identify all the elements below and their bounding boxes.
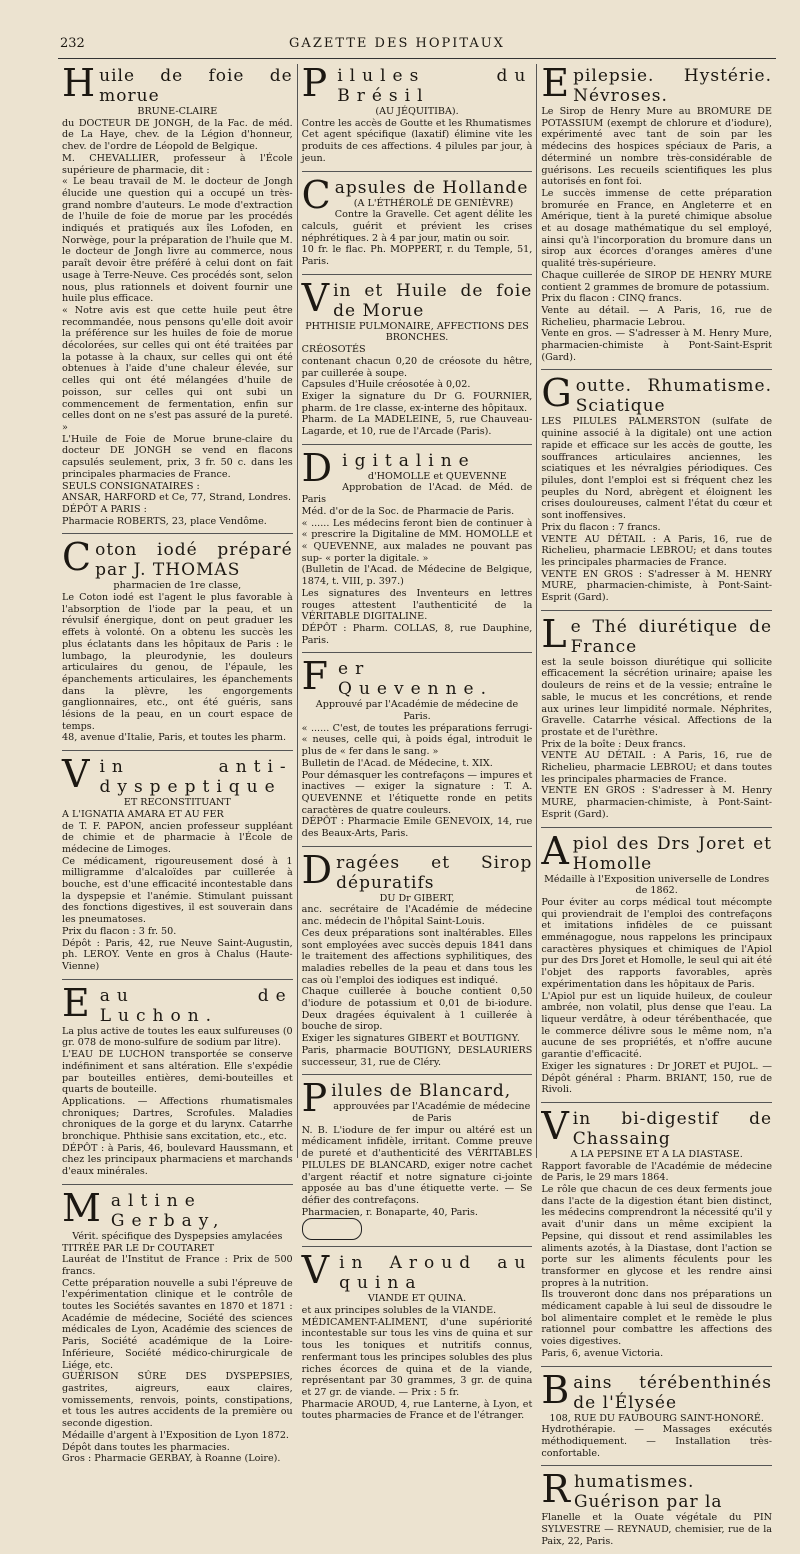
column-2 — [297, 61, 537, 1422]
ad-text: Contre la Gravelle. Cet agent délite les calculs, guérit et prévient les crises néphrétiques. 2 à 4 par jour, matin ou soir. — [301, 209, 533, 244]
ad-text: est la seule boisson diurétique qui sollicite efficacement la sécrétion urinaire; apaise les douleurs de reins et de la vessie; entraîne le sable, le mucus et les concrétions, et rende aux urines leur limpidité normale. Néphrites, Gravelle. Catarrhe vésical. Affections de la prostate et de l'urèthre. — [541, 656, 773, 738]
drop-initial: V — [301, 1248, 337, 1293]
ad-title — [301, 1248, 533, 1294]
ad-title — [541, 611, 773, 657]
ad-text: Approuvé par l'Académie de médecine de Paris. — [315, 699, 519, 723]
ad-text: Pharmacie ROBERTS, 23, place Vendôme. — [62, 515, 267, 527]
ad-text: Vente au détail. — A Paris, 16, rue de Richelieu, pharmacie Lebrou. — [541, 304, 773, 328]
ad-text: Le succès immense de cette préparation bromurée en France, en Angleterre et en Amérique, tient à la pureté chimique absolue et au dosage mathématique du sel employé, ainsi qu'à l'incorporation du bromure dans un sirop aux écorces d'oranges amères d'une qualité très-supérieure. — [541, 187, 773, 270]
ad-text: MÉDICAMENT-ALIMENT, d'une supériorité incontestable sur tous les vins de quina et sur tous les toniques et nutritifs connus, renfermant tous les principes solubles des plus riches écorces de quina et de la viande, représentant par 30 grammes, 3 gr. de quina et 27 gr. de viande. — Prix : 5 fr. — [301, 1316, 533, 1398]
ad-title-text: er Quevenne. — [338, 659, 494, 700]
ad-title — [301, 654, 533, 700]
ad-title-text: piol des Drs Joret et Homolle — [572, 833, 773, 874]
ad-text: TITRÉE PAR LE Dr COUTARET — [62, 1242, 215, 1254]
ad-text: Paris, 6, avenue Victoria. — [541, 1347, 664, 1359]
drop-initial: B — [541, 1367, 571, 1412]
ad-title — [301, 275, 533, 321]
ad-text: DÉPÔT : Pharm. COLLAS, 8, rue Dauphine, Paris. — [301, 622, 533, 646]
advertisement — [301, 847, 533, 1076]
ad-text: Médaille à l'Exposition universelle de Londres de 1862. — [544, 873, 770, 897]
ad-text: et aux principes solubles de la VIANDE. — [301, 1305, 497, 1317]
advertisement — [301, 1248, 533, 1428]
ad-text: Méd. d'or de la Soc. de Pharmacie de Paris. — [301, 505, 515, 517]
column-3 — [536, 61, 776, 1547]
ad-text: contenant chacun 0,20 de créosote du hêtre, par cuillerée à soupe. — [301, 355, 533, 379]
ad-text: LES PILULES PALMERSTON (sulfate de quinine associé à la digitale) ont une action rapide et efficace sur les accès de goutte, les souffrances articulaires anciennes, les sciatiques et les névralgies périodiques. Ces pilules, dont l'emploi est si fréquent chez les peuples du Nord, abrègent et éloignent les crises douloureuses, calment l'état du cœur et sont inoffensives. — [541, 416, 773, 522]
drop-initial: L — [541, 611, 568, 656]
ad-text: ET RECONSTITUANT — [123, 797, 231, 809]
ad-text: VENTE EN GROS : S'adresser à M. HENRY MURE, pharmacien-chimiste, à Pont-Saint-Esprit (Gard). — [541, 568, 773, 604]
ad-text: L'EAU DE LUCHON transportée se conserve indéfiniment et sans altération. Elle s'expédie par bouteilles entières, demi-bouteilles et quarts de bouteille. — [62, 1049, 293, 1096]
advertisement — [541, 61, 773, 370]
ad-text: Exiger les signatures : Dr JORET et PUJOL. — Dépôt général : Pharm. BRIANT, 150, rue de Rivoli. — [541, 1060, 773, 1096]
ad-title-text: ains térébenthinés de l'Élysée — [573, 1372, 773, 1413]
drop-initial: G — [541, 371, 573, 416]
ad-title-text: in Aroud au quina — [339, 1253, 533, 1294]
ad-text: Pharmacie AROUD, 4, rue Lanterne, à Lyon, et toutes pharmacies de France et de l'étranger. — [301, 1398, 533, 1422]
ad-text: « Notre avis est que cette huile peut être recommandée, nous pensons qu'elle doit avoir la préférence sur les huiles de foie de morue décolorées, sur celles qui ont été traitées par la potasse à la chaux, sur celles qui ont été obtenues à l'aide d'une chaleur élevée, sur celles qui ont été mélangées d'huile de poisson, sur celles qui ont subi un commencement de fermentation, enfin sur celles dont on ne s'est pas assuré de la pureté. » — [62, 304, 293, 433]
drop-initial: H — [62, 61, 97, 105]
ad-text: Ils trouveront donc dans nos préparations un médicament capable à lui seul de dissoudre le bol alimentaire complet et le remède le plus rationnel pour combattre les affections des voies digestives. — [541, 1289, 773, 1348]
ad-title-text: ilules de Blancard, — [331, 1081, 512, 1102]
drop-initial: P — [301, 1076, 329, 1121]
ad-text: La plus active de toutes les eaux sulfureuses (0 gr. 078 de mono-sulfure de sodium par litre). — [62, 1025, 293, 1049]
ad-title-text: au de Luchon. — [99, 985, 293, 1026]
ad-text: VENTE AU DÉTAIL : A Paris, 16, rue de Richelieu, pharmacie LEBROU; et dans toutes les principales pharmacies de France. — [541, 533, 773, 568]
ad-text: DÉPÔT : Pharmacie Emile GENEVOIX, 14, rue des Beaux-Arts, Paris. — [301, 816, 533, 840]
ad-text: CRÉOSOTÉS — [301, 344, 366, 356]
ad-text: A LA PEPSINE ET A LA DIASTASE. — [570, 1148, 743, 1160]
header-rule — [58, 58, 776, 59]
ad-text: approuvées par l'Académie de médecine de Paris — [333, 1101, 531, 1124]
ad-text: Approbation de l'Acad. de Méd. de Paris — [301, 482, 533, 506]
ad-text: « ...... C'est, de toutes les préparations ferrugi- « neuses, celle qui, à poids égal, introduit le plus de « fer dans le sang. » — [301, 722, 533, 758]
ad-text: DÉPÔT A PARIS : — [62, 503, 147, 515]
ad-text: ANSAR, HARFORD et Ce, 77, Strand, Londres. — [62, 492, 292, 504]
ad-title — [62, 1185, 293, 1231]
drop-initial: E — [541, 61, 571, 105]
ad-text: Le Coton iodé est l'agent le plus favorable à l'absorption de l'iode par la peau, et un révulsif énergique, dont on peut graduer les effets à volonté. On a obtenu les succès les plus éclatants dans les hôpitaux de Paris : le lumbago, la pleurodynie, les douleurs articulaires du genou, de l'épaule, les épanchements articulaires, les épanchements dans la plèvre, les engorgements ganglionnaires, etc., ont été guéris, sans lésions de la peau, en un court espace de temps. — [62, 592, 293, 732]
ad-title-text: apsules de Hollande — [334, 177, 529, 198]
ad-text: Chaque cuillerée de SIROP DE HENRY MURE contient 2 grammes de bromure de potassium. — [541, 269, 773, 293]
drop-initial: A — [541, 828, 570, 873]
ad-text: pharmacien de 1re classe, — [113, 580, 242, 592]
drop-initial: C — [62, 535, 93, 580]
ad-text: Vérit. spécifique des Dyspepsies amylacées — [72, 1230, 283, 1242]
ad-text: 10 fr. le flac. Ph. MOPPERT, r. du Temple, 51, Paris. — [301, 244, 533, 268]
ad-text: du DOCTEUR DE JONGH, de la Fac. de méd. de La Haye, chev. de la Légion d'honneur, chev. de l'ordre de Léopold de Belgique. — [62, 117, 293, 153]
ad-text: GUÉRISON SÛRE DES DYSPEPSIES, gastrites, aigreurs, eaux claires, vomissements, renvois, points, constipations, et tous les autres accidents de la première ou seconde digestion. — [62, 1371, 293, 1430]
ad-title — [541, 371, 773, 417]
ad-text: Le rôle que chacun de ces deux ferments joue dans l'acte de la digestion étant bien distinct, les médecins comprendront la nécessité qu'il y avait d'unir dans un même excipient la Pepsine, qui dissout et rend assimilables les aliments azotés, à la Diastase, dont l'action se porte sur les aliments féculents pour les transformer en glycose et les rendre ainsi propres à la nutrition. — [541, 1184, 773, 1289]
ad-title-text: altine Gerbay, — [110, 1190, 226, 1231]
ad-title-text: humatismes. Guérison par la — [573, 1472, 723, 1513]
ad-text: 48, avenue d'Italie, Paris, et toutes les pharm. — [62, 732, 287, 744]
page-number: 232 — [60, 36, 85, 51]
ad-text: (AU JÉQUITIBA). — [375, 106, 459, 117]
ad-title-text: uile de foie de morue — [99, 66, 293, 106]
ad-text: Pour démasquer les contrefaçons — impures et inactives — exiger la signature : T. A. QUEVENNE et l'étiquette ronde en petits caractères de quatre couleurs. — [301, 769, 533, 816]
ad-text: Dépôt : Paris, 42, rue Neuve Saint-Augustin, ph. LEROY. Vente en gros à Chalus (Haute-Vienne) — [62, 937, 293, 972]
ad-text: Ces deux préparations sont inaltérables. Elles sont employées avec succès depuis 1841 dans le traitement des affections syphilitiques, des maladies rebelles de la peau et dans tous les cas où l'emploi des iodiques est indiqué. — [301, 927, 533, 986]
advertisement — [301, 445, 533, 654]
ad-title — [62, 61, 293, 106]
ad-text: M. CHEVALLIER, professeur à l'École supérieure de pharmacie, dit : — [62, 152, 293, 176]
ad-text: VENTE EN GROS : S'adresser à M. Henry MURE, pharmacien-chimiste, à Pont-Saint-Esprit (Gard). — [541, 785, 773, 820]
ad-text: (A L'ÉTHÉROLÉ DE GENIÈVRE) — [353, 197, 514, 209]
ad-text: PHTHISIE PULMONAIRE, AFFECTIONS DES BRONCHES. — [305, 320, 529, 344]
ad-text: anc. secrétaire de l'Académie de médecine anc. médecin de l'hôpital Saint-Louis. — [301, 904, 533, 928]
ad-text: VENTE AU DÉTAIL : A Paris, 16, rue de Richelieu, pharmacie LEBROU; et dans toutes les principales pharmacies de France. — [541, 750, 773, 785]
advertisement — [301, 654, 533, 846]
ad-title-text: in anti-dyspeptique — [99, 757, 293, 798]
ad-title — [62, 980, 293, 1026]
ad-title-text: ragées et Sirop dépuratifs — [336, 852, 533, 893]
drop-initial: E — [62, 980, 97, 1025]
page-header — [18, 34, 776, 54]
ad-text: Pharmacien, r. Bonaparte, 40, Paris. — [301, 1206, 478, 1218]
ad-text: Ce médicament, rigoureusement dosé à 1 milligramme d'alcaloïdes par cuillerée à bouche, est d'une efficacité incontestable dans la dyspepsie et l'anémie. Stimulant puissant des fonctions digestives, il est souverain dans les pneumatoses. — [62, 855, 293, 926]
ad-title-text: oton iodé préparé par J. THOMAS — [95, 540, 293, 581]
advertisement — [541, 1103, 773, 1367]
ad-text: Cet agent spécifique (laxatif) élimine vite les produits de ces affections. 4 pilules par jour, à jeun. — [301, 129, 533, 164]
ad-text: d'HOMOLLE et QUEVENNE — [367, 470, 507, 482]
advertisement — [301, 172, 533, 275]
ad-title — [301, 61, 533, 106]
ad-text: Cette préparation nouvelle a subi l'épreuve de l'expérimentation clinique et le contrôle de toutes les Sociétés savantes en 1870 et 1871 : Académie de médecine, Société des sciences médicales de Lyon, Académie des sciences de Paris, Société académique de la Loire-Inférieure, Société médico-chirurgicale de Liége, etc. — [62, 1277, 293, 1371]
ad-text: Prix du flacon : 7 francs. — [541, 521, 661, 533]
ad-text: Prix de la boîte : Deux francs. — [541, 738, 686, 750]
ad-text: Les signatures des Inventeurs en lettres rouges attestent l'authenticité de la VÉRITABLE DIGITALINE. — [301, 587, 533, 623]
advertisement — [541, 611, 773, 828]
ad-text: Prix du flacon : CINQ francs. — [541, 293, 682, 305]
drop-initial: D — [301, 445, 340, 490]
advertisement — [541, 371, 773, 610]
signature-stamp — [302, 1218, 362, 1240]
drop-initial: R — [541, 1467, 571, 1512]
ad-text: Médaille d'argent à l'Exposition de Lyon 1872. — [62, 1429, 289, 1441]
advertisement — [62, 61, 293, 534]
ad-title — [541, 828, 773, 874]
advertisement — [301, 61, 533, 172]
ad-title — [541, 61, 773, 106]
column-1 — [58, 61, 297, 1465]
advertisement — [62, 980, 293, 1185]
advertisement — [301, 1076, 533, 1247]
ad-title-text: pilepsie. Hystérie. Névroses. — [573, 66, 773, 106]
ad-text: Exiger les signatures GIBERT et BOUTIGNY. — [301, 1033, 520, 1045]
advertisement — [541, 828, 773, 1103]
ad-title — [541, 1467, 772, 1513]
drop-initial: D — [301, 847, 334, 892]
ad-text: Le Sirop de Henry Mure au BROMURE DE POTASSIUM (exempt de chlorure et d'iodure), expérimenté avec tant de soin par les médecins des hospices spéciaux de Paris, a déterminé un nombre très-considérable de guérisons. Les recueils scientifiques les plus autorisés en font foi. — [541, 106, 773, 188]
page-title: GAZETTE DES HOPITAUX — [289, 36, 505, 51]
ad-text: (Bulletin de l'Acad. de Médecine de Belgique, 1874, t. VIII, p. 397.) — [301, 564, 533, 588]
ad-title — [541, 1367, 773, 1413]
ad-title-text: in bi-digestif de Chassaing — [572, 1108, 773, 1149]
ad-text: « ...... Les médecins feront bien de continuer à « prescrire la Digitaline de MM. HOMOLLE et « QUEVENNE, aux malades ne pouvant pas sup- « porter la digitale. » — [301, 517, 533, 564]
drop-initial: M — [62, 1185, 108, 1230]
ad-text: de T. F. PAPON, ancien professeur suppléant de chimie et de pharmacie à l'École de médecine de Limoges. — [62, 820, 293, 855]
ad-text: Prix du flacon : 3 fr. 50. — [62, 925, 177, 937]
ad-title-text: e Thé diurétique de France — [570, 616, 773, 657]
ad-title-text: igitaline — [342, 450, 476, 471]
ad-text: Dépôt dans toutes les pharmacies. — [62, 1441, 230, 1453]
ad-text: VIANDE ET QUINA. — [367, 1293, 467, 1305]
ad-text: Capsules d'Huile créosotée à 0,02. — [301, 379, 471, 391]
ad-text: Flanelle et la Ouate végétale du PIN SYLVESTRE — REYNAUD, chemisier, rue de la Paix, 22, Paris. — [541, 1512, 773, 1547]
ad-text: A L'IGNATIA AMARA ET AU FER — [62, 808, 224, 820]
ad-text: Hydrothérapie. — Massages exécutés méthodiquement. — Installation très-confortable. — [541, 1424, 773, 1459]
ad-text: Contre les accès de Goutte et les Rhumatismes — [301, 117, 532, 129]
advertisement — [62, 535, 293, 751]
ad-text: Gros : Pharmacie GERBAY, à Roanne (Loire). — [62, 1453, 281, 1465]
ad-title — [62, 535, 293, 581]
drop-initial: F — [301, 654, 336, 699]
ad-text: L'Huile de Foie de Morue brune-claire du docteur DE JONGH se vend en flacons capsulés seulement, prix, 3 fr. 50 c. dans les principales pharmacies de France. — [62, 433, 293, 480]
ad-text: BRUNE-CLAIRE — [137, 106, 218, 117]
ad-text: N. B. L'iodure de fer impur ou altéré est un médicament infidèle, irritant. Comme preuve de pureté et d'authenticité des VÉRITABLES PILULES DE BLANCARD, exiger notre cachet d'argent réactif et notre signature ci-jointe apposée au bas d'une étiquette verte. — Se défier des contrefaçons. — [301, 1124, 533, 1206]
drop-initial: V — [541, 1103, 570, 1148]
drop-initial: P — [301, 61, 335, 105]
drop-initial: V — [301, 275, 331, 320]
ad-title — [62, 752, 293, 798]
ad-title-text: ilules du Brésil — [337, 66, 533, 106]
ad-title — [541, 1103, 773, 1149]
ad-text: DU Dr GIBERT, — [379, 892, 455, 904]
advertisement — [62, 752, 293, 980]
advertisement — [541, 1367, 773, 1467]
ad-title-text: outte. Rhumatisme. Sciatique — [575, 376, 773, 417]
ad-text: Lauréat de l'Institut de France : Prix de 500 francs. — [62, 1254, 293, 1277]
ad-text: Pharm. de La MADELEINE, 5, rue Chauveau-Lagarde, et 10, rue de l'Arcade (Paris). — [301, 414, 533, 438]
ad-text: Vente en gros. — S'adresser à M. Henry Mure, pharmacien-chimiste à Pont-Saint-Esprit (Gard). — [541, 328, 773, 363]
ad-text: DÉPÔT : à Paris, 46, boulevard Haussmann, et chez les principaux pharmaciens et marchands d'eaux minérales. — [62, 1142, 293, 1178]
ad-text: Rapport favorable de l'Académie de médecine de Paris, le 29 mars 1864. — [541, 1160, 773, 1184]
advertisement — [541, 1467, 773, 1553]
ad-text: Pour éviter au corps médical tout mécompte qui proviendrait de l'emploi des contrefaçons et imitations infidèles de ce puissant emménagogue, nous rappelons les principaux caractères physiques et chimiques de l'Apiol pur des Drs Joret et Homolle, le seul qui ait été l'objet des rapports favorables, après expérimentation dans les hôpitaux de Paris. — [541, 896, 773, 990]
advertisement — [62, 1185, 293, 1471]
ad-title-text: in et Huile de foie de Morue — [333, 280, 533, 321]
ad-title — [301, 847, 533, 893]
ad-text: Applications. — Affections rhumatismales chroniques; Dartres, Scrofules. Maladies chroniques de la gorge et du larynx. Catarrhe bronchique. Phthisie sans excitation, etc., etc. — [62, 1095, 293, 1143]
columns — [58, 61, 776, 1547]
ad-text: L'Apiol pur est un liquide huileux, de couleur ambrée, non volatil, plus dense que l'eau. La liqueur verdâtre, à odeur térébenthacée, que le commerce délivre sous le même nom, n'a aucune de ses propriétés, et n'offre aucune garantie d'efficacité. — [541, 990, 773, 1061]
ad-text: Chaque cuillerée à bouche contient 0,50 d'iodure de potassium et 0,01 de bi-iodure. Deux dragées équivalent à 1 cuillerée à bouche de sirop. — [301, 986, 533, 1033]
ad-text: « Le beau travail de M. le docteur de Jongh élucide une question qui a occupé un très-grand nombre d'auteurs. Le mode d'extraction de l'huile de foie de morue par les procédés indiqués et pratiqués aux îles Lofoden, en Norwège, pour la préparation de l'huile que M. le docteur de Jongh livre au commerce, nous paraît devoir être préféré à celui dont on fait usage à Terre-Neuve. Ces procédés sont, selon nous, plus rationnels et doivent fournir une huile plus efficace. — [62, 176, 293, 305]
advertisement — [301, 275, 533, 445]
drop-initial: V — [62, 752, 97, 797]
ad-text: 108, RUE DU FAUBOURG SAINT-HONORÉ. — [549, 1412, 764, 1424]
ad-text: SEULS CONSIGNATAIRES : — [62, 480, 200, 492]
ad-text: Bulletin de l'Acad. de Médecine, t. XIX. — [301, 757, 493, 769]
drop-initial: C — [301, 172, 332, 217]
ad-text: Exiger la signature du Dr G. FOURNIER, pharm. de 1re classe, ex-interne des hôpitaux. — [301, 390, 533, 414]
ad-text: Paris, pharmacie BOUTIGNY, DESLAURIERS successeur, 31, rue de Cléry. — [301, 1044, 533, 1068]
